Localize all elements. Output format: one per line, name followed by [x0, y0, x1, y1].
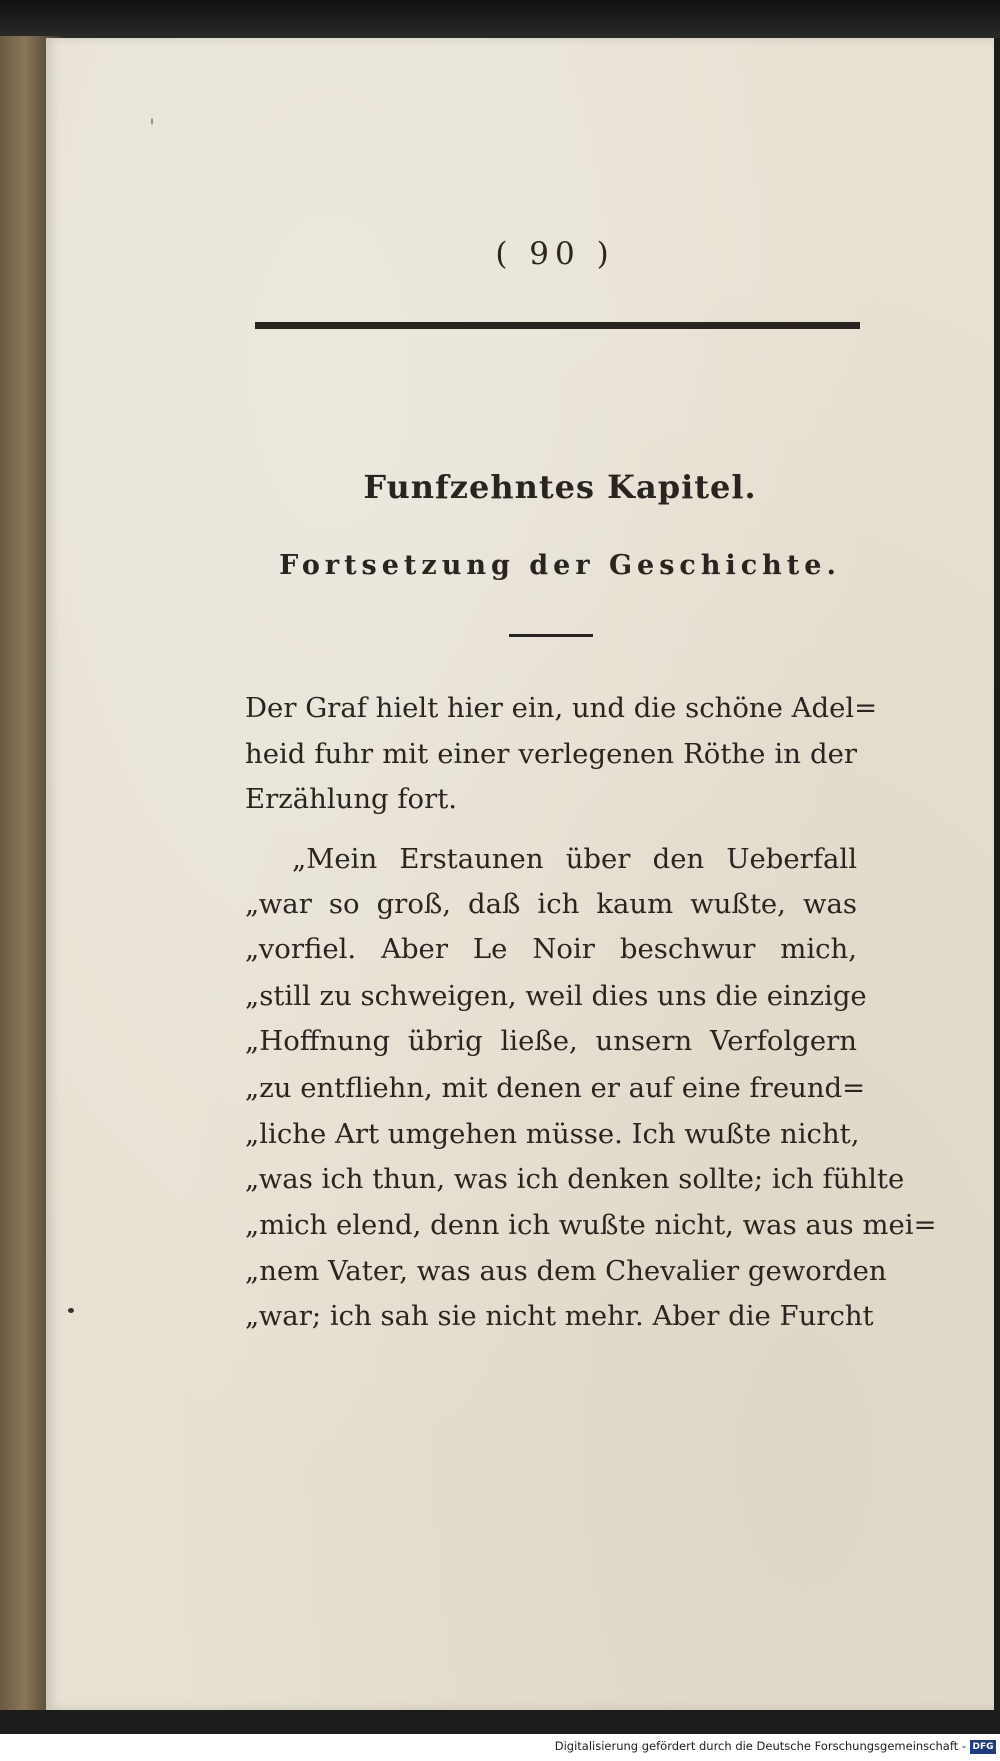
body-line: heid fuhr mit einer verlegenen Röthe in der — [245, 738, 857, 770]
scan-bottom-border — [0, 1710, 1000, 1734]
chapter-title: Funfzehntes Kapitel. — [363, 468, 757, 506]
body-line: „mich elend, denn ich wußte nicht, was aus mei= — [245, 1209, 937, 1241]
body-line: „liche Art umgehen müsse. Ich wußte nicht, — [245, 1118, 860, 1150]
paper-speck — [68, 1308, 74, 1313]
header-rule — [255, 322, 860, 329]
body-line: „war so groß, daß ich kaum wußte, was — [245, 888, 857, 920]
body-line: „nem Vater, was aus dem Chevalier geworden — [245, 1255, 887, 1287]
chapter-subtitle: Fortsetzung der Geschichte. — [279, 550, 841, 581]
page-number: ( 90 ) — [495, 236, 615, 272]
section-divider — [509, 634, 593, 637]
digitization-footer — [0, 1734, 1000, 1761]
funding-credit: Digitalisierung gefördert durch die Deutsche Forschungsgemeinschaft - — [554, 1739, 966, 1753]
body-line: Erzählung fort. — [245, 783, 458, 815]
body-line: „still zu schweigen, weil dies uns die einzige — [245, 980, 867, 1012]
body-line: Der Graf hielt hier ein, und die schöne Adel= — [245, 692, 878, 724]
body-line: „Mein Erstaunen über den Ueberfall — [292, 843, 857, 875]
dfg-logo: DFG — [970, 1740, 996, 1754]
scan-top-border — [0, 0, 1000, 38]
body-line: „was ich thun, was ich denken sollte; ich fühlte — [245, 1163, 905, 1195]
body-line: „Hoffnung übrig ließe, unsern Verfolgern — [245, 1025, 857, 1057]
paper-speck — [151, 118, 153, 125]
body-line: „war; ich sah sie nicht mehr. Aber die Furcht — [245, 1300, 874, 1332]
body-line: „vorfiel. Aber Le Noir beschwur mich, — [245, 933, 857, 965]
body-line: „zu entfliehn, mit denen er auf eine freund= — [245, 1072, 866, 1104]
